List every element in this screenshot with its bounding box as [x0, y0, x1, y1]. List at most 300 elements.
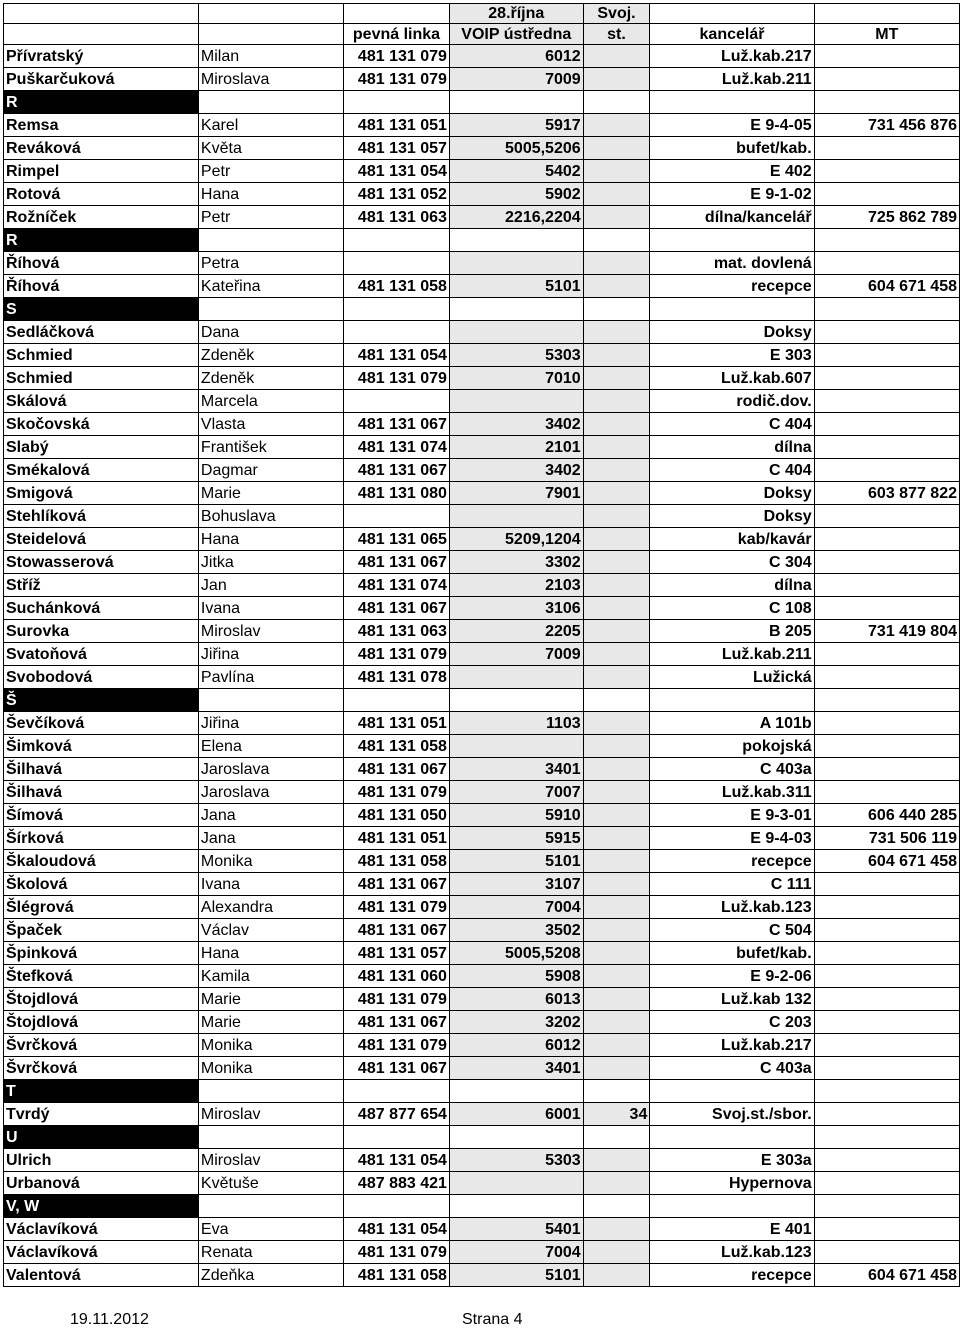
office-cell: Luž.kab.311: [650, 781, 814, 804]
table-row: [4, 1264, 960, 1287]
first-cell: Miroslava: [198, 68, 343, 91]
office-cell: C 403a: [650, 758, 814, 781]
table-row: [4, 712, 960, 735]
first-cell: Vlasta: [198, 413, 343, 436]
surname-cell: Ševčíková: [4, 712, 199, 735]
voip-cell: [449, 321, 583, 344]
section-letter: T: [4, 1080, 199, 1103]
mobile-cell: [814, 1241, 959, 1264]
phone-cell: 481 131 079: [344, 896, 450, 919]
section-letter: U: [4, 1126, 199, 1149]
mobile-cell: [814, 68, 959, 91]
table-body: [4, 45, 960, 1287]
first-cell: Dana: [198, 321, 343, 344]
first-cell: Květa: [198, 137, 343, 160]
phone-cell: 481 131 067: [344, 597, 450, 620]
office-cell: E 9-3-01: [650, 804, 814, 827]
phone-cell: 481 131 079: [344, 643, 450, 666]
surname-cell: Šilhavá: [4, 758, 199, 781]
table-row: [4, 459, 960, 482]
mobile-cell: [814, 919, 959, 942]
first-cell: Miroslav: [198, 1103, 343, 1126]
voip-cell: 5908: [449, 965, 583, 988]
voip-cell: 7010: [449, 367, 583, 390]
ext-cell: [583, 620, 650, 643]
surname-cell: Špinková: [4, 942, 199, 965]
phone-directory-table: [3, 3, 960, 1287]
first-cell: Jiřina: [198, 643, 343, 666]
office-cell: Doksy: [650, 482, 814, 505]
section-letter: Š: [4, 689, 199, 712]
surname-cell: Remsa: [4, 114, 199, 137]
ext-cell: [583, 942, 650, 965]
first-cell: Bohuslava: [198, 505, 343, 528]
voip-cell: 5303: [449, 1149, 583, 1172]
surname-cell: Říhová: [4, 275, 199, 298]
phone-cell: 481 131 050: [344, 804, 450, 827]
surname-cell: Škaloudová: [4, 850, 199, 873]
ext-cell: [583, 850, 650, 873]
mobile-cell: 604 671 458: [814, 850, 959, 873]
ext-cell: [583, 183, 650, 206]
phone-cell: 481 131 054: [344, 1218, 450, 1241]
ext-cell: [583, 1011, 650, 1034]
mobile-cell: [814, 965, 959, 988]
ext-cell: [583, 574, 650, 597]
surname-cell: Šírková: [4, 827, 199, 850]
office-cell: Luž.kab.211: [650, 68, 814, 91]
ext-cell: [583, 344, 650, 367]
office-cell: E 303: [650, 344, 814, 367]
phone-cell: [344, 321, 450, 344]
phone-cell: 481 131 054: [344, 1149, 450, 1172]
table-row: [4, 620, 960, 643]
table-row: [4, 367, 960, 390]
header-mobile: MT: [814, 24, 959, 45]
surname-cell: Švrčková: [4, 1057, 199, 1080]
table-row: [4, 988, 960, 1011]
table-row: [4, 436, 960, 459]
header-office: kancelář: [650, 24, 814, 45]
mobile-cell: [814, 712, 959, 735]
mobile-cell: 731 419 804: [814, 620, 959, 643]
table-row: [4, 873, 960, 896]
surname-cell: Svatoňová: [4, 643, 199, 666]
phone-cell: [344, 390, 450, 413]
phone-cell: 481 131 058: [344, 275, 450, 298]
mobile-cell: [814, 942, 959, 965]
phone-cell: 481 131 079: [344, 367, 450, 390]
first-cell: Pavlína: [198, 666, 343, 689]
first-cell: Petra: [198, 252, 343, 275]
mobile-cell: [814, 1172, 959, 1195]
first-cell: Jaroslava: [198, 758, 343, 781]
section-letter: V, W: [4, 1195, 199, 1218]
ext-cell: [583, 666, 650, 689]
header-voip: VOIP ústředna: [449, 24, 583, 45]
ext-cell: [583, 137, 650, 160]
mobile-cell: 603 877 822: [814, 482, 959, 505]
first-cell: Jitka: [198, 551, 343, 574]
surname-cell: Valentová: [4, 1264, 199, 1287]
table-row: [4, 1034, 960, 1057]
ext-cell: [583, 735, 650, 758]
mobile-cell: [814, 597, 959, 620]
voip-cell: 5101: [449, 275, 583, 298]
ext-cell: [583, 1264, 650, 1287]
mobile-cell: [814, 758, 959, 781]
phone-cell: [344, 505, 450, 528]
surname-cell: Školová: [4, 873, 199, 896]
office-cell: Doksy: [650, 505, 814, 528]
office-cell: E 9-4-03: [650, 827, 814, 850]
mobile-cell: [814, 1011, 959, 1034]
section-header-row: [4, 91, 960, 114]
table-row: [4, 1218, 960, 1241]
surname-cell: Rimpel: [4, 160, 199, 183]
first-cell: Zdeněk: [198, 367, 343, 390]
first-cell: Jiřina: [198, 712, 343, 735]
office-cell: Lužická: [650, 666, 814, 689]
mobile-cell: [814, 643, 959, 666]
mobile-cell: [814, 896, 959, 919]
first-cell: Monika: [198, 850, 343, 873]
office-cell: E 402: [650, 160, 814, 183]
voip-cell: 7004: [449, 896, 583, 919]
section-header-row: [4, 689, 960, 712]
table-row: [4, 850, 960, 873]
surname-cell: Svobodová: [4, 666, 199, 689]
first-cell: Dagmar: [198, 459, 343, 482]
first-cell: Monika: [198, 1034, 343, 1057]
ext-cell: [583, 896, 650, 919]
ext-cell: [583, 643, 650, 666]
office-cell: pokojská: [650, 735, 814, 758]
first-cell: Zdeněk: [198, 344, 343, 367]
ext-cell: [583, 68, 650, 91]
voip-cell: 7004: [449, 1241, 583, 1264]
ext-cell: [583, 804, 650, 827]
voip-cell: 3401: [449, 758, 583, 781]
office-cell: recepce: [650, 850, 814, 873]
ext-cell: [583, 758, 650, 781]
table-row: [4, 965, 960, 988]
phone-cell: 481 131 052: [344, 183, 450, 206]
phone-cell: 481 131 067: [344, 1011, 450, 1034]
table-row: [4, 643, 960, 666]
voip-cell: 6013: [449, 988, 583, 1011]
header-row-2: [4, 24, 960, 45]
first-cell: Kateřina: [198, 275, 343, 298]
table-row: [4, 597, 960, 620]
ext-cell: [583, 781, 650, 804]
voip-cell: 3107: [449, 873, 583, 896]
surname-cell: Václavíková: [4, 1218, 199, 1241]
first-cell: Hana: [198, 942, 343, 965]
ext-cell: [583, 597, 650, 620]
phone-cell: 481 131 067: [344, 1057, 450, 1080]
surname-cell: Šímová: [4, 804, 199, 827]
first-cell: František: [198, 436, 343, 459]
first-cell: Marie: [198, 988, 343, 1011]
first-cell: Miroslav: [198, 1149, 343, 1172]
voip-cell: 6012: [449, 45, 583, 68]
voip-cell: 3402: [449, 413, 583, 436]
mobile-cell: 731 456 876: [814, 114, 959, 137]
office-cell: C 403a: [650, 1057, 814, 1080]
mobile-cell: [814, 137, 959, 160]
table-row: [4, 827, 960, 850]
first-cell: Karel: [198, 114, 343, 137]
table-row: [4, 183, 960, 206]
phone-cell: [344, 252, 450, 275]
voip-cell: 5005,5208: [449, 942, 583, 965]
table-row: [4, 735, 960, 758]
first-cell: Petr: [198, 160, 343, 183]
phone-cell: 481 131 067: [344, 551, 450, 574]
mobile-cell: [814, 390, 959, 413]
phone-cell: 481 131 067: [344, 873, 450, 896]
first-cell: Petr: [198, 206, 343, 229]
voip-cell: [449, 252, 583, 275]
ext-cell: 34: [583, 1103, 650, 1126]
ext-cell: [583, 1057, 650, 1080]
voip-cell: 5101: [449, 850, 583, 873]
voip-cell: 2216,2204: [449, 206, 583, 229]
ext-cell: [583, 459, 650, 482]
mobile-cell: [814, 873, 959, 896]
table-row: [4, 482, 960, 505]
section-header-row: [4, 1195, 960, 1218]
ext-cell: [583, 1034, 650, 1057]
table-row: [4, 275, 960, 298]
ext-cell: [583, 321, 650, 344]
phone-cell: 481 131 067: [344, 459, 450, 482]
phone-cell: 481 131 067: [344, 919, 450, 942]
table-row: [4, 1103, 960, 1126]
office-cell: recepce: [650, 275, 814, 298]
header-voip-location: 28.října: [449, 4, 583, 24]
section-header-row: [4, 298, 960, 321]
ext-cell: [583, 827, 650, 850]
voip-cell: 3502: [449, 919, 583, 942]
mobile-cell: [814, 367, 959, 390]
first-cell: Miroslav: [198, 620, 343, 643]
table-row: [4, 574, 960, 597]
table-row: [4, 551, 960, 574]
voip-cell: 5902: [449, 183, 583, 206]
office-cell: B 205: [650, 620, 814, 643]
mobile-cell: [814, 988, 959, 1011]
mobile-cell: [814, 436, 959, 459]
table-row: [4, 114, 960, 137]
phone-cell: 481 131 058: [344, 1264, 450, 1287]
office-cell: rodič.dov.: [650, 390, 814, 413]
office-cell: bufet/kab.: [650, 942, 814, 965]
office-cell: dílna: [650, 436, 814, 459]
table-row: [4, 137, 960, 160]
mobile-cell: [814, 183, 959, 206]
ext-cell: [583, 413, 650, 436]
phone-cell: 481 131 079: [344, 988, 450, 1011]
first-cell: Ivana: [198, 873, 343, 896]
mobile-cell: [814, 1057, 959, 1080]
mobile-cell: [814, 1103, 959, 1126]
mobile-cell: [814, 45, 959, 68]
voip-cell: 7007: [449, 781, 583, 804]
ext-cell: [583, 1241, 650, 1264]
voip-cell: 5005,5206: [449, 137, 583, 160]
surname-cell: Steidelová: [4, 528, 199, 551]
table-header: [4, 4, 960, 45]
ext-cell: [583, 114, 650, 137]
ext-cell: [583, 206, 650, 229]
table-row: [4, 804, 960, 827]
voip-cell: 6001: [449, 1103, 583, 1126]
ext-cell: [583, 1172, 650, 1195]
phone-cell: 481 131 054: [344, 344, 450, 367]
table-row: [4, 344, 960, 367]
phone-cell: 481 131 063: [344, 620, 450, 643]
voip-cell: [449, 666, 583, 689]
office-cell: E 9-4-05: [650, 114, 814, 137]
mobile-cell: [814, 551, 959, 574]
voip-cell: 5910: [449, 804, 583, 827]
mobile-cell: [814, 321, 959, 344]
ext-cell: [583, 1149, 650, 1172]
phone-cell: 481 131 074: [344, 436, 450, 459]
office-cell: Luž.kab 132: [650, 988, 814, 1011]
mobile-cell: [814, 574, 959, 597]
surname-cell: Přívratský: [4, 45, 199, 68]
ext-cell: [583, 160, 650, 183]
phone-cell: 481 131 054: [344, 160, 450, 183]
surname-cell: Smékalová: [4, 459, 199, 482]
section-letter: R: [4, 91, 199, 114]
first-cell: Marie: [198, 482, 343, 505]
ext-cell: [583, 45, 650, 68]
first-cell: Hana: [198, 528, 343, 551]
ext-cell: [583, 252, 650, 275]
voip-cell: 5209,1204: [449, 528, 583, 551]
surname-cell: Surovka: [4, 620, 199, 643]
surname-cell: Ulrich: [4, 1149, 199, 1172]
first-cell: Hana: [198, 183, 343, 206]
voip-cell: 5915: [449, 827, 583, 850]
ext-cell: [583, 712, 650, 735]
table-row: [4, 390, 960, 413]
voip-cell: 7009: [449, 643, 583, 666]
surname-cell: Stříž: [4, 574, 199, 597]
phone-cell: 481 131 058: [344, 735, 450, 758]
phone-cell: 487 877 654: [344, 1103, 450, 1126]
mobile-cell: [814, 1034, 959, 1057]
voip-cell: [449, 505, 583, 528]
surname-cell: Schmied: [4, 367, 199, 390]
footer-page-number: Strana 4: [462, 1311, 523, 1328]
ext-cell: [583, 275, 650, 298]
phone-cell: 481 131 080: [344, 482, 450, 505]
surname-cell: Skálová: [4, 390, 199, 413]
mobile-cell: 604 671 458: [814, 1264, 959, 1287]
office-cell: recepce: [650, 1264, 814, 1287]
table-row: [4, 1011, 960, 1034]
voip-cell: 2103: [449, 574, 583, 597]
phone-cell: 481 131 079: [344, 68, 450, 91]
ext-cell: [583, 1218, 650, 1241]
surname-cell: Rotová: [4, 183, 199, 206]
mobile-cell: [814, 160, 959, 183]
first-cell: Marcela: [198, 390, 343, 413]
mobile-cell: [814, 1149, 959, 1172]
first-cell: Kamila: [198, 965, 343, 988]
surname-cell: Říhová: [4, 252, 199, 275]
voip-cell: 5401: [449, 1218, 583, 1241]
office-cell: dílna: [650, 574, 814, 597]
ext-cell: [583, 551, 650, 574]
table-row: [4, 206, 960, 229]
phone-cell: 481 131 078: [344, 666, 450, 689]
header-ext-location: Svoj.: [583, 4, 650, 24]
surname-cell: Sedláčková: [4, 321, 199, 344]
surname-cell: Štefková: [4, 965, 199, 988]
voip-cell: 2205: [449, 620, 583, 643]
voip-cell: [449, 1172, 583, 1195]
table-row: [4, 896, 960, 919]
voip-cell: 3202: [449, 1011, 583, 1034]
office-cell: kab/kavár: [650, 528, 814, 551]
voip-cell: 3402: [449, 459, 583, 482]
phone-cell: 481 131 067: [344, 413, 450, 436]
first-cell: Jan: [198, 574, 343, 597]
office-cell: Doksy: [650, 321, 814, 344]
surname-cell: Tvrdý: [4, 1103, 199, 1126]
table-row: [4, 528, 960, 551]
mobile-cell: [814, 344, 959, 367]
ext-cell: [583, 873, 650, 896]
table-row: [4, 666, 960, 689]
surname-cell: Urbanová: [4, 1172, 199, 1195]
mobile-cell: [814, 781, 959, 804]
section-header-row: [4, 1080, 960, 1103]
office-cell: Luž.kab.217: [650, 45, 814, 68]
surname-cell: Skočovská: [4, 413, 199, 436]
voip-cell: 5402: [449, 160, 583, 183]
first-cell: Václav: [198, 919, 343, 942]
office-cell: E 9-2-06: [650, 965, 814, 988]
voip-cell: 5917: [449, 114, 583, 137]
mobile-cell: [814, 505, 959, 528]
office-cell: C 108: [650, 597, 814, 620]
first-cell: Jana: [198, 804, 343, 827]
ext-cell: [583, 505, 650, 528]
table-row: [4, 919, 960, 942]
table-row: [4, 45, 960, 68]
office-cell: E 9-1-02: [650, 183, 814, 206]
voip-cell: 7009: [449, 68, 583, 91]
office-cell: A 101b: [650, 712, 814, 735]
ext-cell: [583, 988, 650, 1011]
office-cell: C 304: [650, 551, 814, 574]
phone-cell: 487 883 421: [344, 1172, 450, 1195]
section-letter: R: [4, 229, 199, 252]
phone-cell: 481 131 079: [344, 1034, 450, 1057]
first-cell: Jana: [198, 827, 343, 850]
first-cell: Eva: [198, 1218, 343, 1241]
table-row: [4, 321, 960, 344]
office-cell: C 504: [650, 919, 814, 942]
office-cell: mat. dovlená: [650, 252, 814, 275]
